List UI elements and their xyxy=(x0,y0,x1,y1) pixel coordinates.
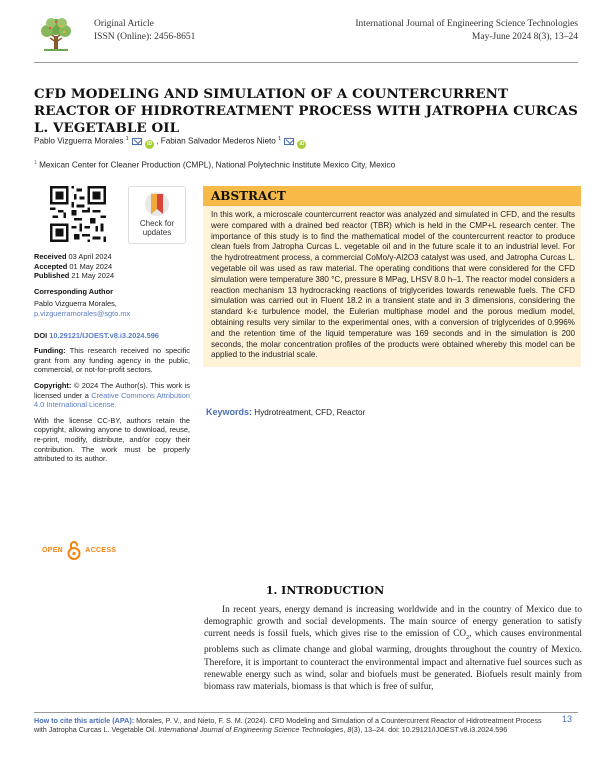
citation-footer: How to cite this article (APA): Morales, P. V., and Nieto, F. S. M. (2024). CFD Modeling and Simulation of a Countercurrent Reactor of Hidrotreatment Process with Jatropha Curcas L. Vegetable Oil. International Journal of Engineering Science Technologies, 8(3), 13–24. doi: 10.29121/IJOEST.v8.i3.2024.596 xyxy=(34,716,542,735)
affiliation-text: Mexican Center for Cleaner Production (CMPL), National Polytechnic Institute Mexico City, Mexico xyxy=(39,160,396,170)
corresponding-author-email[interactable]: p.vizguerramorales@sgto.mx xyxy=(34,308,131,318)
introduction-paragraph: In recent years, energy demand is increasing worldwide and in the country of Mexico due to demographic growth and social developments. The main source of energy generation to satisfy current needs is fossil fuels, which gives rise to the emission of $CO_2$, which causes environmental problems such as climate change and global warming, droughts throughout the country of Mexico. Therefore, it is important to counteract the environmental impact and alternative fuel sources such as renewable energy such as wind, solar and biofuels must be generated. Biofuels result mainly from biomass raw materials, biomass is that which is free of sulfur, xyxy=(204,605,583,693)
author-name[interactable]: Fabian Salvador Mederos Nieto xyxy=(160,136,276,146)
corresponding-author-name: Pablo Vizguerra Morales, xyxy=(34,299,117,309)
doi: DOI 10.29121/IJOEST.v8.i3.2024.596 xyxy=(34,330,159,340)
journal-name: International Journal of Engineering Science Technologies xyxy=(355,19,578,29)
accepted-date: Accepted 01 May 2024 xyxy=(34,261,113,271)
abstract-heading: ABSTRACT xyxy=(203,186,581,206)
doi-link[interactable]: 10.29121/IJOEST.v8.i3.2024.596 xyxy=(49,330,159,340)
article-info-sidebar xyxy=(34,252,190,464)
keywords xyxy=(206,407,365,417)
article-title: CFD MODELING AND SIMULATION OF A COUNTERCURRENT REACTOR OF HIDROTREATMENT PROCESS WITH JATROPHA CURCAS L. VEGETABLE OIL xyxy=(34,86,578,136)
updates-label: updates xyxy=(142,228,172,237)
affiliation-sup: 1 xyxy=(34,160,37,166)
received-date: Received 03 April 2024 xyxy=(34,252,112,261)
license-link[interactable]: Creative Commons Attribution 4.0 International License. xyxy=(34,390,190,410)
article-type: Original Article xyxy=(94,19,154,29)
issn: ISSN (Online): 2456-8651 xyxy=(94,32,196,42)
header-right xyxy=(355,18,578,44)
author-name[interactable]: Pablo Vizguerra Morales xyxy=(34,136,124,146)
published-date: Published 21 May 2024 xyxy=(34,271,115,281)
check-for-updates-badge[interactable] xyxy=(128,186,186,244)
author-affil-sup: 1 xyxy=(125,136,129,142)
license-text: With the license CC-BY, authors retain the copyright, allowing anyone to download, reuse, re-print, modify, distribute, and/or copy their contribution. The work must be properly attributed to its author. xyxy=(34,415,190,464)
header-divider xyxy=(34,62,578,63)
keywords-value: Hydrotreatment, CFD, Reactor xyxy=(254,408,366,417)
author-list xyxy=(34,136,308,149)
cite-label: How to cite this article (APA): xyxy=(34,716,135,725)
journal-logo-icon xyxy=(36,14,76,54)
abstract-body: In this work, a microscale countercurrent reactor was analyzed and simulated in CFD, and the results were compared with a drained bed reactor (TBR) which is held in the CMP+L research center. The importance of this study is to find the mathematical model of the countercurrent reactor to produce clean fuels from Jatropha Curcas L. vegetable oil and in the future scale it to an industrial level. For the hydrotreatment process, a commercial CoMo/γ-Al2O3 catalyst was used, and Jatropha Curcas L. vegetable oil was used as raw material. The operating conditions that were considered for the CFD simulation were temperature 380 °C, pressure 8 MPag, LHSV 8.0 h–1. The reactor model considers a reaction mechanism 13 hydrocracking reactions of triglycerides towards renewable fuels. The CFD simulation was carried out in Fluent 18.2 in a transient state and in 3 dimensions, considering the standard k-ε turbulence model, the Eulerian multiphase model and the porous medium model, obtaining results very similar to the experimental ones, with a conversion of triglycerides of 0.996% and the retention time of the liquid temperature was 169 seconds and in the simulation is 200 seconds, the molar concentration profiles of the products were obtained whereby this model can be applied to the industrial scale. xyxy=(203,206,581,367)
journal-issue: May-June 2024 8(3), 13–24 xyxy=(471,32,578,42)
introduction-heading: 1. INTRODUCTION xyxy=(265,584,385,597)
orcid-icon[interactable]: iD xyxy=(147,140,153,147)
corresponding-author-heading: Corresponding Author xyxy=(34,286,113,296)
footer-divider xyxy=(34,712,578,713)
check-for-label: Check for xyxy=(139,219,175,228)
author-affil-sup: 1 xyxy=(278,136,281,142)
funding-statement: Funding: This research received no specific grant from any funding agency in the public, commercial, or not-for-profit sectors. xyxy=(34,346,191,375)
bookmark-icon xyxy=(142,191,172,217)
open-lock-icon xyxy=(67,540,81,560)
qr-code-icon[interactable] xyxy=(50,186,106,242)
copyright-statement: Copyright: © 2024 The Author(s). This work is licensed under a Creative Commons Attribution 4.0 International License. xyxy=(34,380,190,410)
author-separator: , xyxy=(156,136,161,146)
email-icon[interactable] xyxy=(284,138,294,145)
affiliation xyxy=(34,160,395,170)
email-icon[interactable] xyxy=(132,138,142,145)
orcid-icon[interactable]: iD xyxy=(299,140,305,147)
header-left xyxy=(94,18,195,44)
page-number: 13 xyxy=(561,714,572,724)
keywords-label: Keywords: xyxy=(206,407,253,417)
open-access-logo: OPEN ACCESS xyxy=(42,540,116,560)
